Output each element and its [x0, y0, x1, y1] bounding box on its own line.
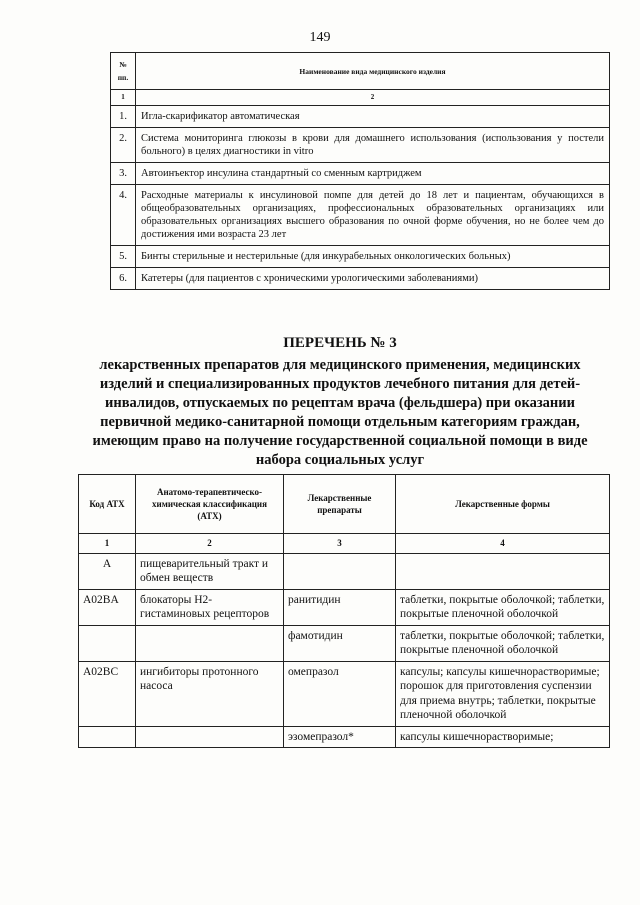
table-row	[79, 625, 610, 661]
atc-code	[79, 625, 136, 661]
header-dosage-forms: Лекарственные формы	[396, 475, 610, 534]
table-row	[111, 106, 610, 128]
drug-name: омепразол	[284, 661, 396, 726]
atc-code: A02BA	[79, 589, 136, 625]
header-drugs: Лекарственные препараты	[284, 475, 396, 534]
page-number: 149	[309, 30, 331, 45]
dosage-forms: капсулы кишечнорастворимые;	[396, 726, 610, 748]
list-title: ПЕРЕЧЕНЬ № 3	[283, 335, 397, 351]
dosage-forms: таблетки, покрытые оболочкой; таблетки, покрытые пленочной оболочкой	[396, 625, 610, 661]
atc-code: A02BC	[79, 661, 136, 726]
dosage-forms	[396, 553, 610, 589]
table-row	[111, 163, 610, 185]
table-row	[111, 268, 610, 290]
table-header-row	[79, 475, 610, 534]
atc-code: A	[79, 553, 136, 589]
header-name: Наименование вида медицинского изделия	[136, 53, 610, 90]
drug-name: ранитидин	[284, 589, 396, 625]
row-number: 4.	[111, 185, 136, 246]
column-index: 3	[284, 534, 396, 554]
table-row	[79, 661, 610, 726]
row-number: 5.	[111, 246, 136, 268]
table-row	[111, 185, 610, 246]
atc-classification	[136, 625, 284, 661]
atc-classification: пищеварительный тракт и обмен веществ	[136, 553, 284, 589]
drug-name: фамотидин	[284, 625, 396, 661]
column-index-row	[79, 534, 610, 554]
atc-code	[79, 726, 136, 748]
drugs-table	[78, 474, 610, 748]
header-atc-classification: Анатомо-терапевтическо-химическая классификация (АТХ)	[136, 475, 284, 534]
dosage-forms: таблетки, покрытые оболочкой; таблетки, покрытые пленочной оболочкой	[396, 589, 610, 625]
row-text: Система мониторинга глюкозы в крови для домашнего использования (использования у постели больного) в целях диагностики in vitro	[136, 128, 610, 163]
column-index: 1	[111, 90, 136, 106]
row-text: Бинты стерильные и нестерильные (для инкурабельных онкологических больных)	[136, 246, 610, 268]
table-header-row	[111, 53, 610, 90]
column-index: 2	[136, 534, 284, 554]
column-index: 2	[136, 90, 610, 106]
row-text: Катетеры (для пациентов с хроническими урологическими заболеваниями)	[136, 268, 610, 290]
row-number: 6.	[111, 268, 136, 290]
column-index-row	[111, 90, 610, 106]
atc-classification: ингибиторы протонного насоса	[136, 661, 284, 726]
row-number: 3.	[111, 163, 136, 185]
column-index: 4	[396, 534, 610, 554]
dosage-forms: капсулы; капсулы кишечнорастворимые; порошок для приготовления суспензии для приема внутрь; таблетки, покрытые пленочной оболочкой	[396, 661, 610, 726]
row-text: Игла-скарификатор автоматическая	[136, 106, 610, 128]
row-text: Расходные материалы к инсулиновой помпе для детей до 18 лет и пациентам, обучающихся в общеобразовательных организациях, профессиональных образовательных организациях или образовательных организациях высшего образования по очной форме обучения, но не более чем до достижения ими возраста 23 лет	[136, 185, 610, 246]
table-row	[79, 553, 610, 589]
table-row	[79, 726, 610, 748]
table-row	[111, 246, 610, 268]
drug-name	[284, 553, 396, 589]
list-subtitle: лекарственных препаратов для медицинского применения, медицинских изделий и специализированных продуктов лечебного питания для детей-инвалидов, отпускаемых по рецептам врача (фельдшера) при оказании первичной медико-санитарной помощи отдельным категориям граждан, имеющим право на получение государственной социальной помощи в виде набора социальных услуг	[92, 357, 588, 468]
row-number: 2.	[111, 128, 136, 163]
header-num: № пп.	[111, 53, 136, 90]
drug-name: эзомепразол*	[284, 726, 396, 748]
medical-devices-table	[110, 52, 610, 290]
header-atc-code: Код АТХ	[79, 475, 136, 534]
column-index: 1	[79, 534, 136, 554]
row-number: 1.	[111, 106, 136, 128]
row-text: Автоинъектор инсулина стандартный со сменным картриджем	[136, 163, 610, 185]
table-row	[111, 128, 610, 163]
atc-classification	[136, 726, 284, 748]
list-title-block	[90, 335, 590, 470]
table-row	[79, 589, 610, 625]
atc-classification: блокаторы H2-гистаминовых рецепторов	[136, 589, 284, 625]
